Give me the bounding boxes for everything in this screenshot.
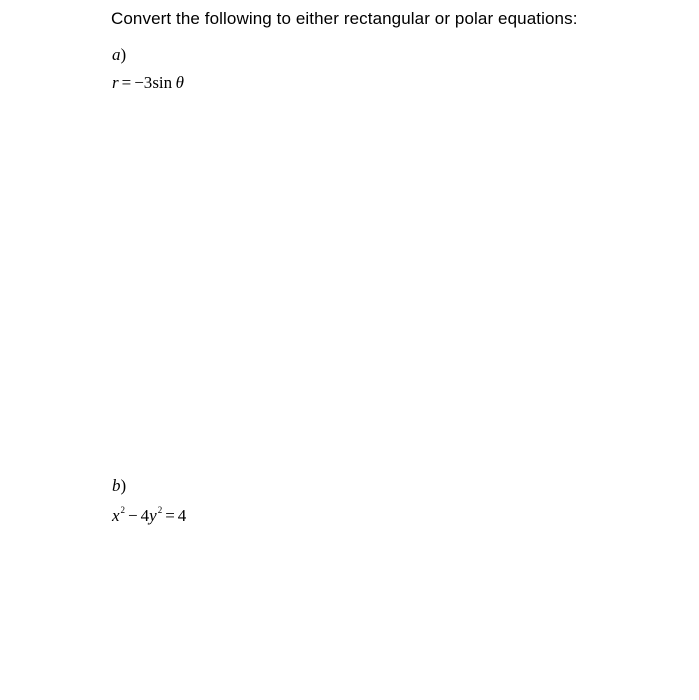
part-a-equation [112, 73, 184, 93]
part-a-letter: a [112, 45, 121, 64]
eq-b-rhs-value: 4 [177, 506, 187, 525]
eq-b-y-exponent: 2 [157, 505, 163, 515]
eq-b-x-variable: x [112, 506, 120, 525]
eq-a-equals-sign: = [121, 73, 132, 92]
eq-b-y-coefficient: 4 [140, 506, 150, 525]
eq-b-x-exponent: 2 [120, 505, 126, 515]
part-b-paren: ) [120, 476, 127, 495]
eq-a-function: sin [152, 73, 173, 92]
part-a-label [112, 45, 126, 65]
eq-a-coefficient: −3 [134, 73, 153, 92]
eq-b-minus-sign: − [128, 506, 138, 525]
part-a-paren: ) [120, 45, 127, 64]
eq-a-angle: θ [175, 73, 184, 92]
part-b-equation [112, 506, 186, 526]
eq-b-y-variable: y [149, 506, 157, 525]
part-b-letter: b [112, 476, 121, 495]
problem-instruction: Convert the following to either rectangular or polar equations: [111, 9, 578, 28]
eq-a-lhs-variable: r [112, 73, 119, 92]
eq-b-equals-sign: = [165, 506, 175, 525]
part-b-label [112, 476, 126, 496]
